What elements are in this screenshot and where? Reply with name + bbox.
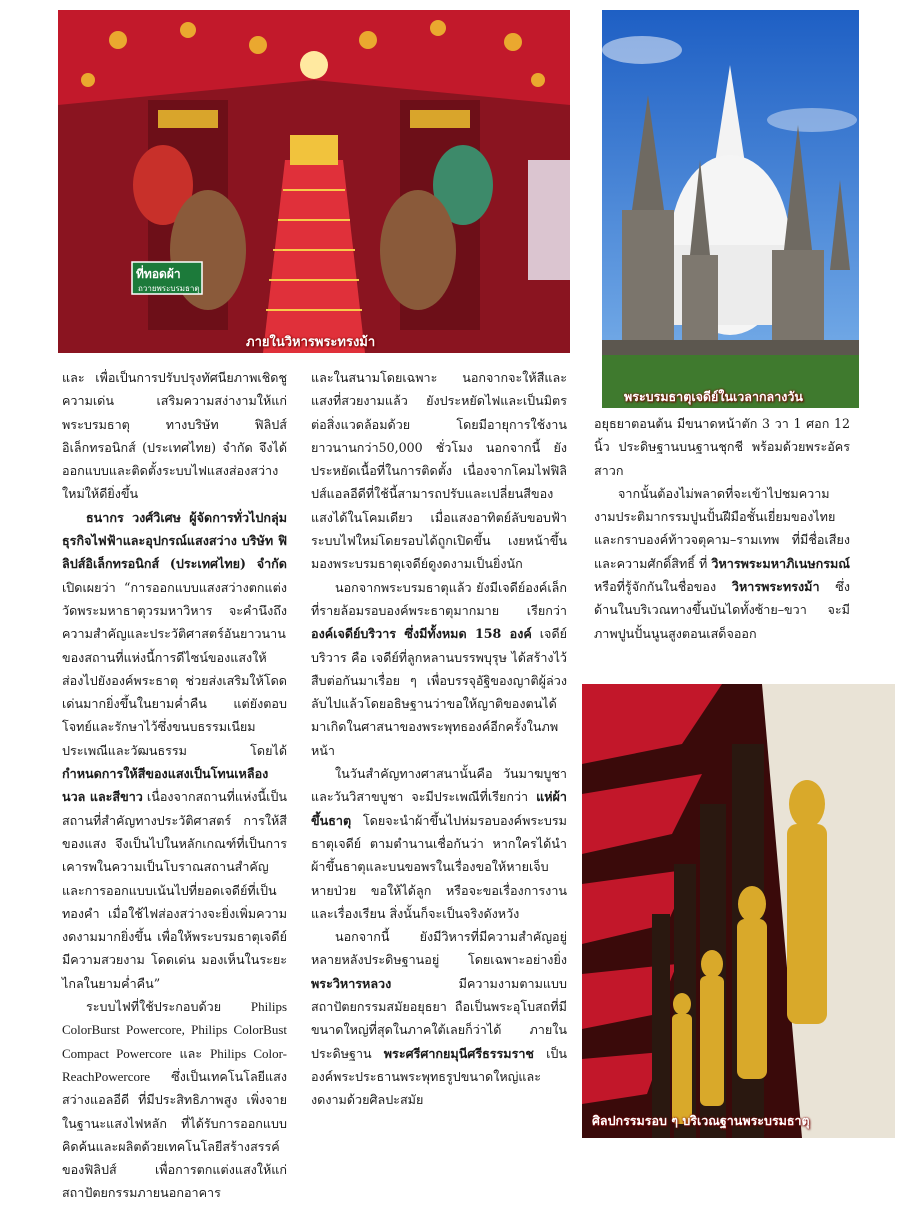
col1-p2-bold-b: กำหนดการให้สีของแสงเป็นโทนเหลืองนวล และสีขาว — [62, 766, 269, 805]
col2-p3-bold-b: แห่ผ้าขึ้นธาตุ — [311, 789, 567, 828]
photo-stupa-daytime — [602, 10, 859, 408]
col3-paragraph-2 — [594, 482, 850, 645]
col3-p2-text-a: จากนั้นต้องไม่พลาดที่จะเข้าไปชมความงามประติมากรรมปูนปั้นฝีมือชั้นเยี่ยมของไทยและกราบองค์ท้าวจตุคาม–รามเทพ ที่มีชื่อเสียงและความศักดิ์สิทธิ์ ที่ — [594, 485, 850, 571]
photo3-caption: ศิลปกรรมรอบ ๆ บริเวณฐานพระบรมธาตุ — [592, 1113, 810, 1128]
col1-p2-text-c: เนื่องจากสถานที่แห่งนี้เป็นสถานที่สำคัญทางประวัติศาสตร์ การให้สีของแสง จึงเป็นไปในหลักเกณฑ์ที่เป็นการเคารพในความเป็นโบราณสถานสำคัญ และการออกแบบเน้นไปที่ยอดเจดีย์ที่เป็นทองคำ เมื่อใช้ไฟส่องสว่างจะยิ่งเพิ่มความงดงามมากยิ่งขึ้น เพื่อให้พระบรมธาตุเจดีย์มีความสวยงาม โดดเด่น มองเห็นในระยะไกลในยามค่ำคืน” — [62, 789, 287, 991]
col2-p2-text-c: เจดีย์บริวาร คือ เจดีย์ที่ลูกหลานบรรพบุรุษ ได้สร้างไว้สืบต่อกันมาเรื่อย ๆ เพื่อบรรจุอัฐิของญาติผู้ล่วงลับไปแล้วโดยอธิษฐานว่าขอให้ญาติของตนได้มาเกิดในศาสนาของพระพุทธองค์อีกครั้งในภพหน้า — [311, 626, 567, 758]
col1-p2-name: ธนากร วงศ์วิเศษ ผู้จัดการทั่วไปกลุ่มธุรกิจไฟฟ้าและอุปกรณ์แสงสว่าง บริษัท ฟิลิปส์อิเล็กทรอนิกส์ (ประเทศไทย) จำกัด — [62, 509, 287, 572]
viharn-interior-illustration — [58, 10, 570, 353]
offering-sign-sublabel: ถวายพระบรมธาตุ — [138, 284, 200, 293]
col1-p2-text-a: เปิดเผยว่า “การออกแบบแสงสว่างตกแต่งวัดพระมหาธาตุวรมหาวิหาร จะคำนึงถึงความสำคัญและประวัติศาสตร์อันยาวนานของสถานที่แห่งนี้การดีไซน์ของแสงให้ส่องไปยังองค์พระธาตุ ช่วยส่งเสริมให้โดดเด่นมากยิ่งขึ้นในยามค่ำคืน แต่ยังตอบโจทย์และรักษาไว้ซึ่งขนบธรรมเนียมประเพณีและวัฒนธรรม โดยได้ — [62, 579, 287, 758]
col1-paragraph-2 — [62, 506, 287, 995]
col2-paragraph-2 — [311, 576, 567, 762]
col2-p3-text-a: ในวันสำคัญทางศาสนานั้นคือ วันมาฆบูชาและวันวิสาขบูชา จะมีประเพณีที่เรียกว่า — [311, 766, 567, 805]
text-column-2 — [311, 366, 567, 1112]
photo-stupa-base-art — [582, 684, 895, 1138]
col1-p3-text-a: ระบบไฟที่ใช้ประกอบด้วย — [86, 999, 251, 1015]
photo-viharn-interior — [58, 10, 570, 353]
col2-p2-bold-b: องค์เจดีย์บริวาร ซึ่งมีทั้งหมด 158 องค์ — [311, 626, 532, 642]
col3-p2-bold-b: วิหารพระมหาภิเนษกรมณ์ — [711, 555, 850, 571]
photo2-caption: พระบรมธาตุเจดีย์ในเวลากลางวัน — [624, 389, 803, 404]
col2-paragraph-1: และในสนามโดยเฉพาะ นอกจากจะให้สีและแสงที่สวยงามแล้ว ยังประหยัดไฟและเป็นมิตรต่อสิ่งแวดล้อมด้วย โดยมีอายุการใช้งานยาวนานกว่า50,000 ชั่วโมง นอกจากนี้ ยังประหยัดเนื้อที่ในการติดตั้ง เนื่องจากโคมไฟฟิลิปส์แอลอีดีที่ใช้นี้สามารถปรับและเปลี่ยนสีของแสงได้ในโคมเดียว เมื่อแสงอาทิตย์ลับขอบฟ้าระบบไฟใหม่โดยรอบได้ถูกเปิดขึ้น เงยหน้าขึ้นมองพระบรมธาตุเจดีย์ดูงดงามเป็นยิ่งนัก — [311, 370, 567, 572]
col2-p4-text-c: มีความงามตามแบบสถาปัตยกรรมสมัยอยุธยา ถือเป็นพระอุโบสถที่มีขนาดใหญ่ที่สุดในภาคใต้เลยก็ว่าได้ ภายในประดิษฐาน — [311, 975, 567, 1061]
col2-p4-text-e: เป็นองค์พระประธานพระพุทธรูปขนาดใหญ่และงดงามด้วยศิลปะสมัย — [311, 1045, 567, 1108]
col1-paragraph-1: และ เพื่อเป็นการปรับปรุงทัศนียภาพเชิดชูความเด่น เสริมความสง่างามให้แก่พระบรมธาตุ ทางบริษัท ฟิลิปส์อิเล็กทรอนิกส์ (ประเทศไทย) จำกัด จึงได้ออกแบบและติดตั้งระบบไฟแสงส่องสว่างใหม่ให้ดียิ่งขึ้น — [62, 370, 287, 502]
text-column-1 — [62, 366, 287, 1205]
col1-p3-text-b: ซึ่งเป็นเทคโนโลยีแสงสว่างแอลอีดี ที่มีประสิทธิภาพสูง เพิ่งจายในฐานะแสงไฟหลัก ที่ได้รับการออกแบบคิดค้นและผลิตด้วยเทคโนโลยีสร้างสรรค์ของฟิลิปส์ เพื่อการตกแต่งแสงให้แก่สถาปัตยกรรมภายนอกอาคาร — [62, 1068, 287, 1201]
col2-p4-bold-b: พระวิหารหลวง — [311, 975, 392, 991]
col3-p2-text-e: ซึ่งด้านในบริเวณทางขึ้นบันไดทั้งซ้าย–ขวา จะมีภาพปูนปั้นนูนสูงตอนเสด็จออก — [594, 579, 850, 641]
stupa-base-art-illustration — [582, 684, 895, 1138]
text-column-3 — [594, 412, 850, 645]
col3-p2-bold-d: วิหารพระทรงม้า — [731, 579, 820, 595]
col3-paragraph-1: อยุธยาตอนต้น มีขนาดหน้าตัก 3 วา 1 ศอก 12 นิ้ว ประดิษฐานบนฐานชุกชี พร้อมด้วยพระอัครสาวก — [594, 416, 850, 478]
stupa-daytime-illustration — [602, 10, 859, 408]
col1-paragraph-3 — [62, 995, 287, 1205]
photo1-caption: ภายในวิหารพระทรงม้า — [246, 335, 376, 350]
col2-p4-text-a: นอกจากนี้ ยังมีวิหารที่มีความสำคัญอยู่หลายหลังประดิษฐานอยู่ โดยเฉพาะอย่างยิ่ง — [311, 929, 567, 968]
col2-p3-text-c: โดยจะนำผ้าขึ้นไปห่มรอบองค์พระบรมธาตุเจดีย์ ตามตำนานเชื่อกันว่า หากใครได้นำผ้าขึ้นธาตุและบนขอพรในเรื่องขอให้หายเจ็บหายป่วย ขอให้ได้ลูก หรือจะขอเรื่องการงานและเรื่องเรียน สิ่งนั้นก็จะเป็นจริงดังหวัง — [311, 812, 567, 921]
offering-sign-label: ที่ทอดผ้า — [136, 267, 181, 281]
col3-p2-text-c: หรือที่รู้จักกันในชื่อของ — [594, 579, 732, 595]
col1-p3-and: และ — [171, 1045, 211, 1061]
col2-p2-text-a: นอกจากพระบรมธาตุแล้ว ยังมีเจดีย์องค์เล็กที่รายล้อมรอบองค์พระธาตุมากมาย เรียกว่า — [311, 579, 567, 618]
col2-p4-bold-d: พระศรีศากยมุนีศรีธรรมราช — [383, 1045, 534, 1061]
col2-paragraph-4 — [311, 925, 567, 1111]
col1-p3-products: Philips ColorBurst Powercore, Philips ColorBust Compact Powercore — [62, 999, 287, 1061]
col2-paragraph-3 — [311, 762, 567, 925]
col1-p3-product-2: Philips Color-ReachPowercore — [62, 1045, 288, 1084]
